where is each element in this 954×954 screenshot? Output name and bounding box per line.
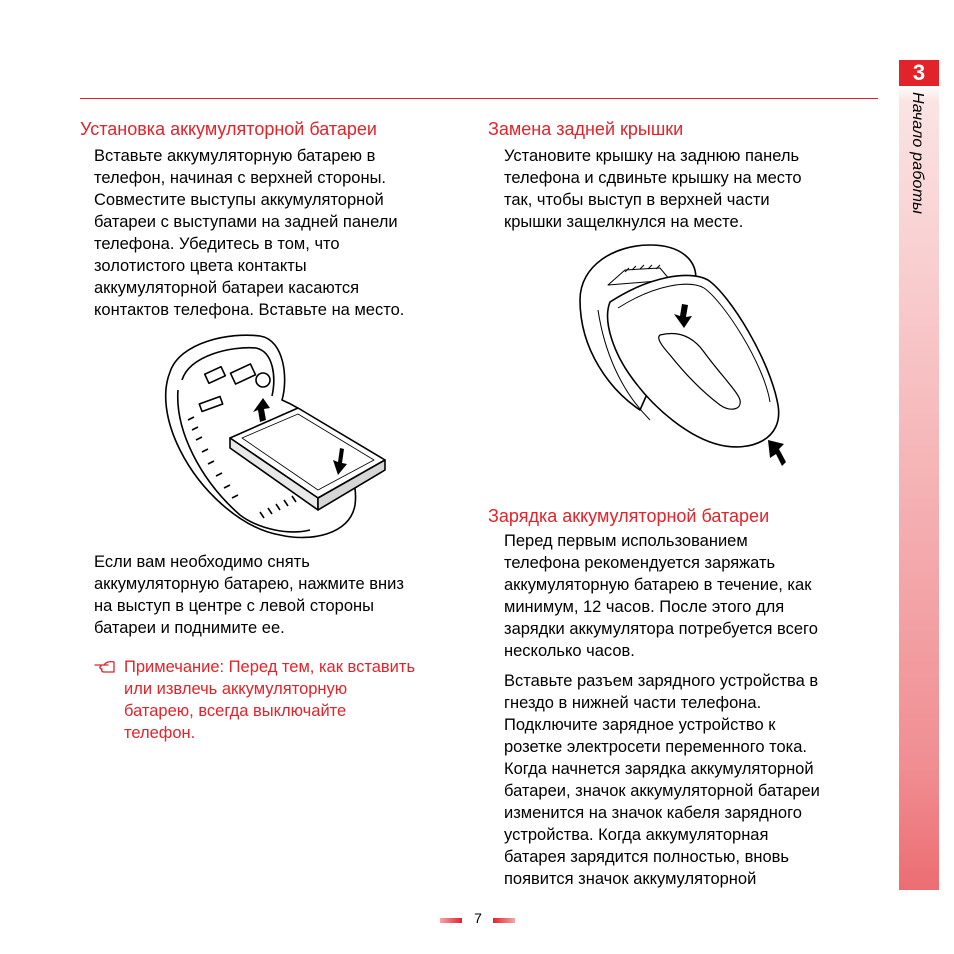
text-line: батареи с выступами на задней панели bbox=[94, 213, 398, 231]
pointing-hand-icon bbox=[94, 659, 116, 675]
battery-insert-illustration bbox=[160, 330, 400, 545]
charging-text-2 bbox=[504, 670, 884, 890]
text-line: Установите крышку на заднюю панель bbox=[504, 147, 800, 165]
text-line: минимум, 12 часов. После этого для bbox=[504, 598, 785, 616]
text-line: аккумуляторную батарею, нажмите вниз bbox=[94, 575, 404, 593]
text-line: телефон, начиная с верхней стороны. bbox=[94, 169, 387, 187]
chapter-label-text: Начало работы bbox=[909, 92, 926, 215]
text-line: телефона и сдвиньте крышку на место bbox=[504, 169, 802, 187]
text-line: на выступ в центре с левой стороны bbox=[94, 597, 374, 615]
note-line: Примечание: Перед тем, как вставить bbox=[124, 658, 416, 676]
battery-remove-text bbox=[94, 551, 474, 639]
page-number: 7 bbox=[474, 910, 482, 926]
text-line: Подключите зарядное устройство к bbox=[504, 716, 776, 734]
text-line: изменится на значок кабеля зарядного bbox=[504, 804, 802, 822]
text-line: гнездо в нижней части телефона. bbox=[504, 694, 762, 712]
text-line: телефона рекомендуется заряжать bbox=[504, 554, 776, 572]
text-line: Если вам необходимо снять bbox=[94, 553, 310, 571]
text-line: контактов телефона. Вставьте на место. bbox=[94, 301, 405, 319]
charging-heading: Зарядка аккумуляторной батареи bbox=[488, 506, 770, 526]
text-line: появится значок аккумуляторной bbox=[504, 870, 757, 888]
text-line: батареи и поднимите ее. bbox=[94, 619, 285, 637]
page-number-bar-left bbox=[440, 918, 462, 923]
chapter-number: 3 bbox=[899, 60, 939, 86]
text-line: Когда начнется зарядка аккумуляторной bbox=[504, 760, 814, 778]
text-line: крышки защелкнулся на месте. bbox=[504, 213, 744, 231]
text-line: батарея зарядится полностью, вновь bbox=[504, 848, 789, 866]
note-line: или извлечь аккумуляторную bbox=[124, 680, 348, 698]
text-line: Совместите выступы аккумуляторной bbox=[94, 191, 384, 209]
text-line: телефона. Убедитесь в том, что bbox=[94, 235, 340, 253]
text-line: Вставьте аккумуляторную батарею в bbox=[94, 147, 376, 165]
battery-install-heading: Установка аккумуляторной батареи bbox=[80, 119, 377, 139]
text-line: несколько часов. bbox=[504, 642, 635, 660]
charging-text-1 bbox=[504, 530, 884, 662]
text-line: аккумуляторной батареи касаются bbox=[94, 279, 359, 297]
cover-text bbox=[504, 145, 884, 233]
note-line: батарею, всегда выключайте bbox=[124, 702, 347, 720]
text-line: розетке электросети переменного тока. bbox=[504, 738, 808, 756]
chapter-label bbox=[900, 92, 938, 292]
cover-heading: Замена задней крышки bbox=[488, 119, 684, 139]
text-line: батареи, значок аккумуляторной батареи bbox=[504, 782, 820, 800]
page-number-bar-right bbox=[493, 918, 515, 923]
text-line: устройства. Когда аккумуляторная bbox=[504, 826, 769, 844]
note-text bbox=[124, 656, 474, 744]
text-line: так, чтобы выступ в верхней части bbox=[504, 191, 770, 209]
text-line: золотистого цвета контакты bbox=[94, 257, 307, 275]
text-line: зарядки аккумулятора потребуется всего bbox=[504, 620, 818, 638]
header-rule bbox=[80, 98, 878, 99]
battery-install-text bbox=[94, 145, 474, 321]
text-line: Вставьте разъем зарядного устройства в bbox=[504, 672, 819, 690]
text-line: аккумуляторную батарею в течение, как bbox=[504, 576, 812, 594]
text-line: Перед первым использованием bbox=[504, 532, 748, 550]
back-cover-illustration bbox=[570, 240, 790, 470]
note-line: телефон. bbox=[124, 724, 196, 742]
